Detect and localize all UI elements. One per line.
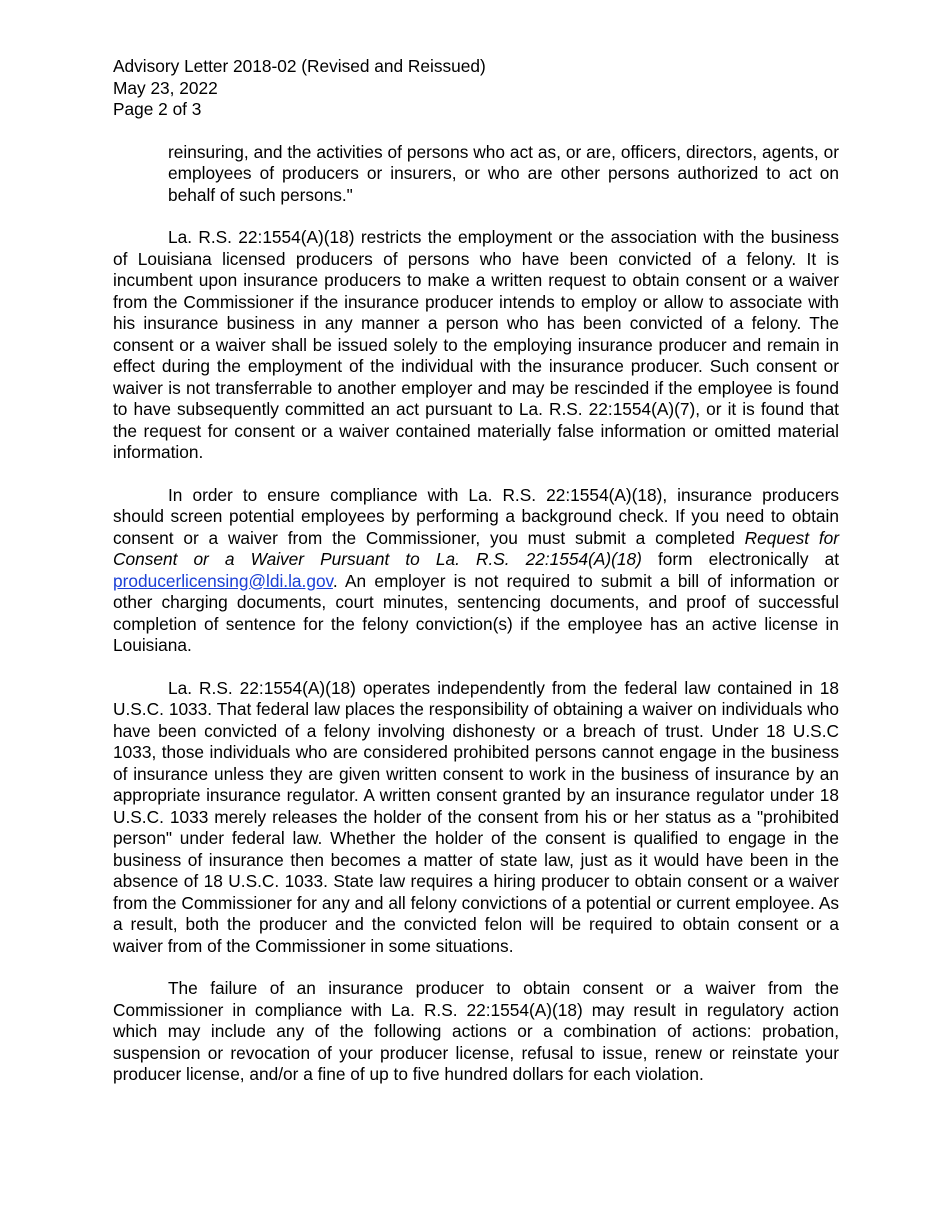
compliance-text-end: . An employer is not required to submit a bill of information or other charging documents, court minutes, sentencing documents, and proof of successful completion of sentence for the felony conviction(s) if the employee has an active license in Louisiana. <box>113 570 839 655</box>
quoted-definition: reinsuring, and the activities of persons who act as, or are, officers, directors, agents, or employees of producers or insurers, or who are other persons authorized to act on behalf of such persons." <box>168 141 839 205</box>
letter-header <box>113 56 839 121</box>
paragraph-federal-law: La. R.S. 22:1554(A)(18) operates independently from the federal law contained in 18 U.S.C. 1033. That federal law places the responsibility of obtaining a waiver on individuals who have been convicted of a felony involving dishonesty or a breach of trust. Under 18 U.S.C 1033, those individuals who are considered prohibited persons cannot engage in the business of insurance unless they are given written consent to work in the business of insurance by an appropriate insurance regulator. A written consent granted by an insurance regulator under 18 U.S.C. 1033 merely releases the holder of the consent from his or her status as a "prohibited person" under federal law. Whether the holder of the consent is qualified to engage in the business of insurance then becomes a matter of state law, just as it would have been in the absence of 18 U.S.C. 1033. State law requires a hiring producer to obtain consent or a waiver from the Commissioner for any and all felony convictions of a potential or current employee. As a result, both the producer and the convicted felon will be required to obtain consent or a waiver from of the Commissioner in some situations. <box>113 677 839 956</box>
letter-date: May 23, 2022 <box>113 77 218 98</box>
compliance-text-middle: form electronically at <box>641 549 839 569</box>
form-name: Request for Consent or a Waiver Pursuant to La. R.S. 22:1554(A)(18) <box>113 527 839 569</box>
producer-licensing-email-link[interactable]: producerlicensing@ldi.la.gov <box>113 570 333 591</box>
paragraph-regulatory-action: The failure of an insurance producer to obtain consent or a waiver from the Commissioner in compliance with La. R.S. 22:1554(A)(18) may result in regulatory action which may include any of the following actions or a combination of actions: probation, suspension or revocation of your producer license, refusal to issue, renew or reinstate your producer license, and/or a fine of up to five hundred dollars for each violation. <box>113 978 839 1084</box>
letter-title: Advisory Letter 2018-02 (Revised and Reissued) <box>113 56 486 76</box>
document-page <box>113 56 839 1107</box>
page-number: Page 2 of 3 <box>113 99 202 119</box>
paragraph-compliance-procedure <box>113 485 839 657</box>
paragraph-employment-restriction: La. R.S. 22:1554(A)(18) restricts the employment or the association with the business of Louisiana licensed producers of persons who have been convicted of a felony. It is incumbent upon insurance producers to make a written request to obtain consent or a waiver from the Commissioner if the insurance producer intends to employ or allow to associate with his insurance business in any manner a person who has been convicted of a felony. The consent or a waiver shall be issued solely to the employing insurance producer and remain in effect during the employment of the individual with the insurance producer. Such consent or waiver is not transferrable to another employer and may be rescinded if the employee is found to have subsequently committed an act pursuant to La. R.S. 22:1554(A)(7), or it is found that the request for consent or a waiver contained materially false information or omitted material information. <box>113 227 839 462</box>
compliance-text-start: In order to ensure compliance with La. R.S. 22:1554(A)(18), insurance producers should screen potential employees by performing a background check. If you need to obtain consent or a waiver from the Commissioner, you must submit a completed <box>113 484 839 548</box>
